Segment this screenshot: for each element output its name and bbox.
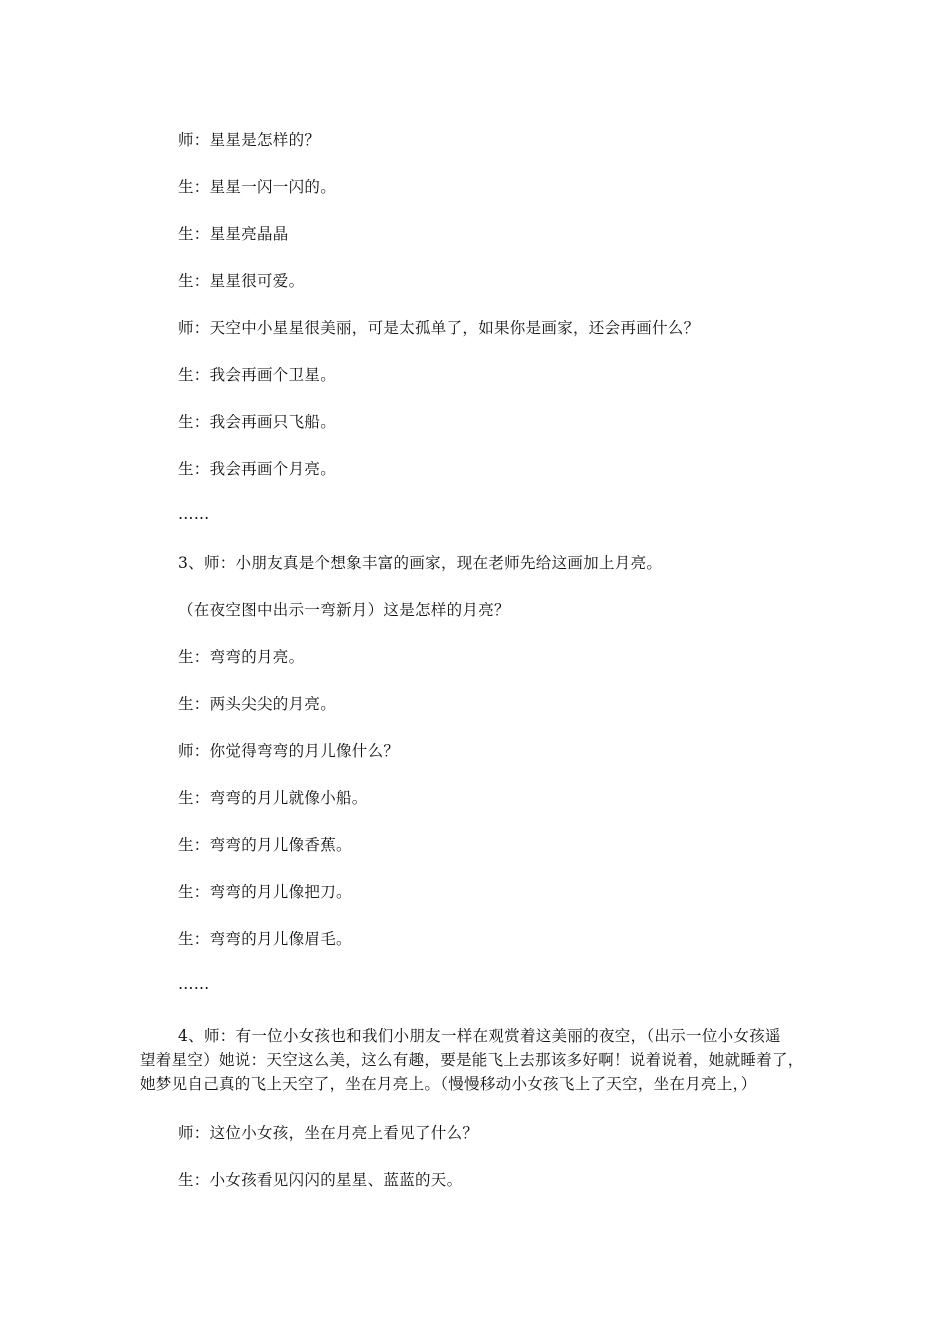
ellipsis-line: …… xyxy=(178,505,210,523)
paragraph-line: 4、师：有一位小女孩也和我们小朋友一样在观赏着这美丽的夜空，（出示一位小女孩遥 xyxy=(178,1027,781,1045)
paragraph-line: 望着星空）她说：天空这么美，这么有趣，要是能飞上去那该多好啊！说着说着，她就睡着了， xyxy=(140,1051,804,1069)
dialogue-line: 生：两头尖尖的月亮。 xyxy=(178,695,337,713)
dialogue-line: 生：我会再画个月亮。 xyxy=(178,460,337,478)
paragraph-line: 她梦见自己真的飞上天空了，坐在月亮上。（慢慢移动小女孩飞上了天空，坐在月亮上，） xyxy=(140,1075,757,1093)
dialogue-line: 生：弯弯的月儿像把刀。 xyxy=(178,883,352,901)
dialogue-line: 生：我会再画个卫星。 xyxy=(178,366,337,384)
ellipsis-line: …… xyxy=(178,975,210,993)
dialogue-line: 生：星星亮晶晶 xyxy=(178,225,289,243)
dialogue-line: 师：这位小女孩，坐在月亮上看见了什么？ xyxy=(178,1124,479,1142)
dialogue-line: 生：弯弯的月儿就像小船。 xyxy=(178,789,368,807)
dialogue-line: 生：星星一闪一闪的。 xyxy=(178,178,337,196)
dialogue-line: 师：你觉得弯弯的月儿像什么？ xyxy=(178,742,400,760)
dialogue-line: 师：星星是怎样的？ xyxy=(178,131,321,149)
section-3-heading: 3、师：小朋友真是个想象丰富的画家，现在老师先给这画加上月亮。 xyxy=(178,554,663,572)
dialogue-line: 生：弯弯的月亮。 xyxy=(178,648,305,666)
dialogue-line: 生：小女孩看见闪闪的星星、蓝蓝的天。 xyxy=(178,1171,463,1189)
dialogue-line: 师：天空中小星星很美丽，可是太孤单了，如果你是画家，还会再画什么？ xyxy=(178,319,700,337)
dialogue-line: 生：星星很可爱。 xyxy=(178,272,305,290)
dialogue-line: 生：弯弯的月儿像眉毛。 xyxy=(178,930,352,948)
dialogue-line: 生：我会再画只飞船。 xyxy=(178,413,337,431)
section-4-paragraph xyxy=(140,1024,808,1096)
dialogue-line: 生：弯弯的月儿像香蕉。 xyxy=(178,836,352,854)
dialogue-line: （在夜空图中出示一弯新月）这是怎样的月亮？ xyxy=(178,601,510,619)
